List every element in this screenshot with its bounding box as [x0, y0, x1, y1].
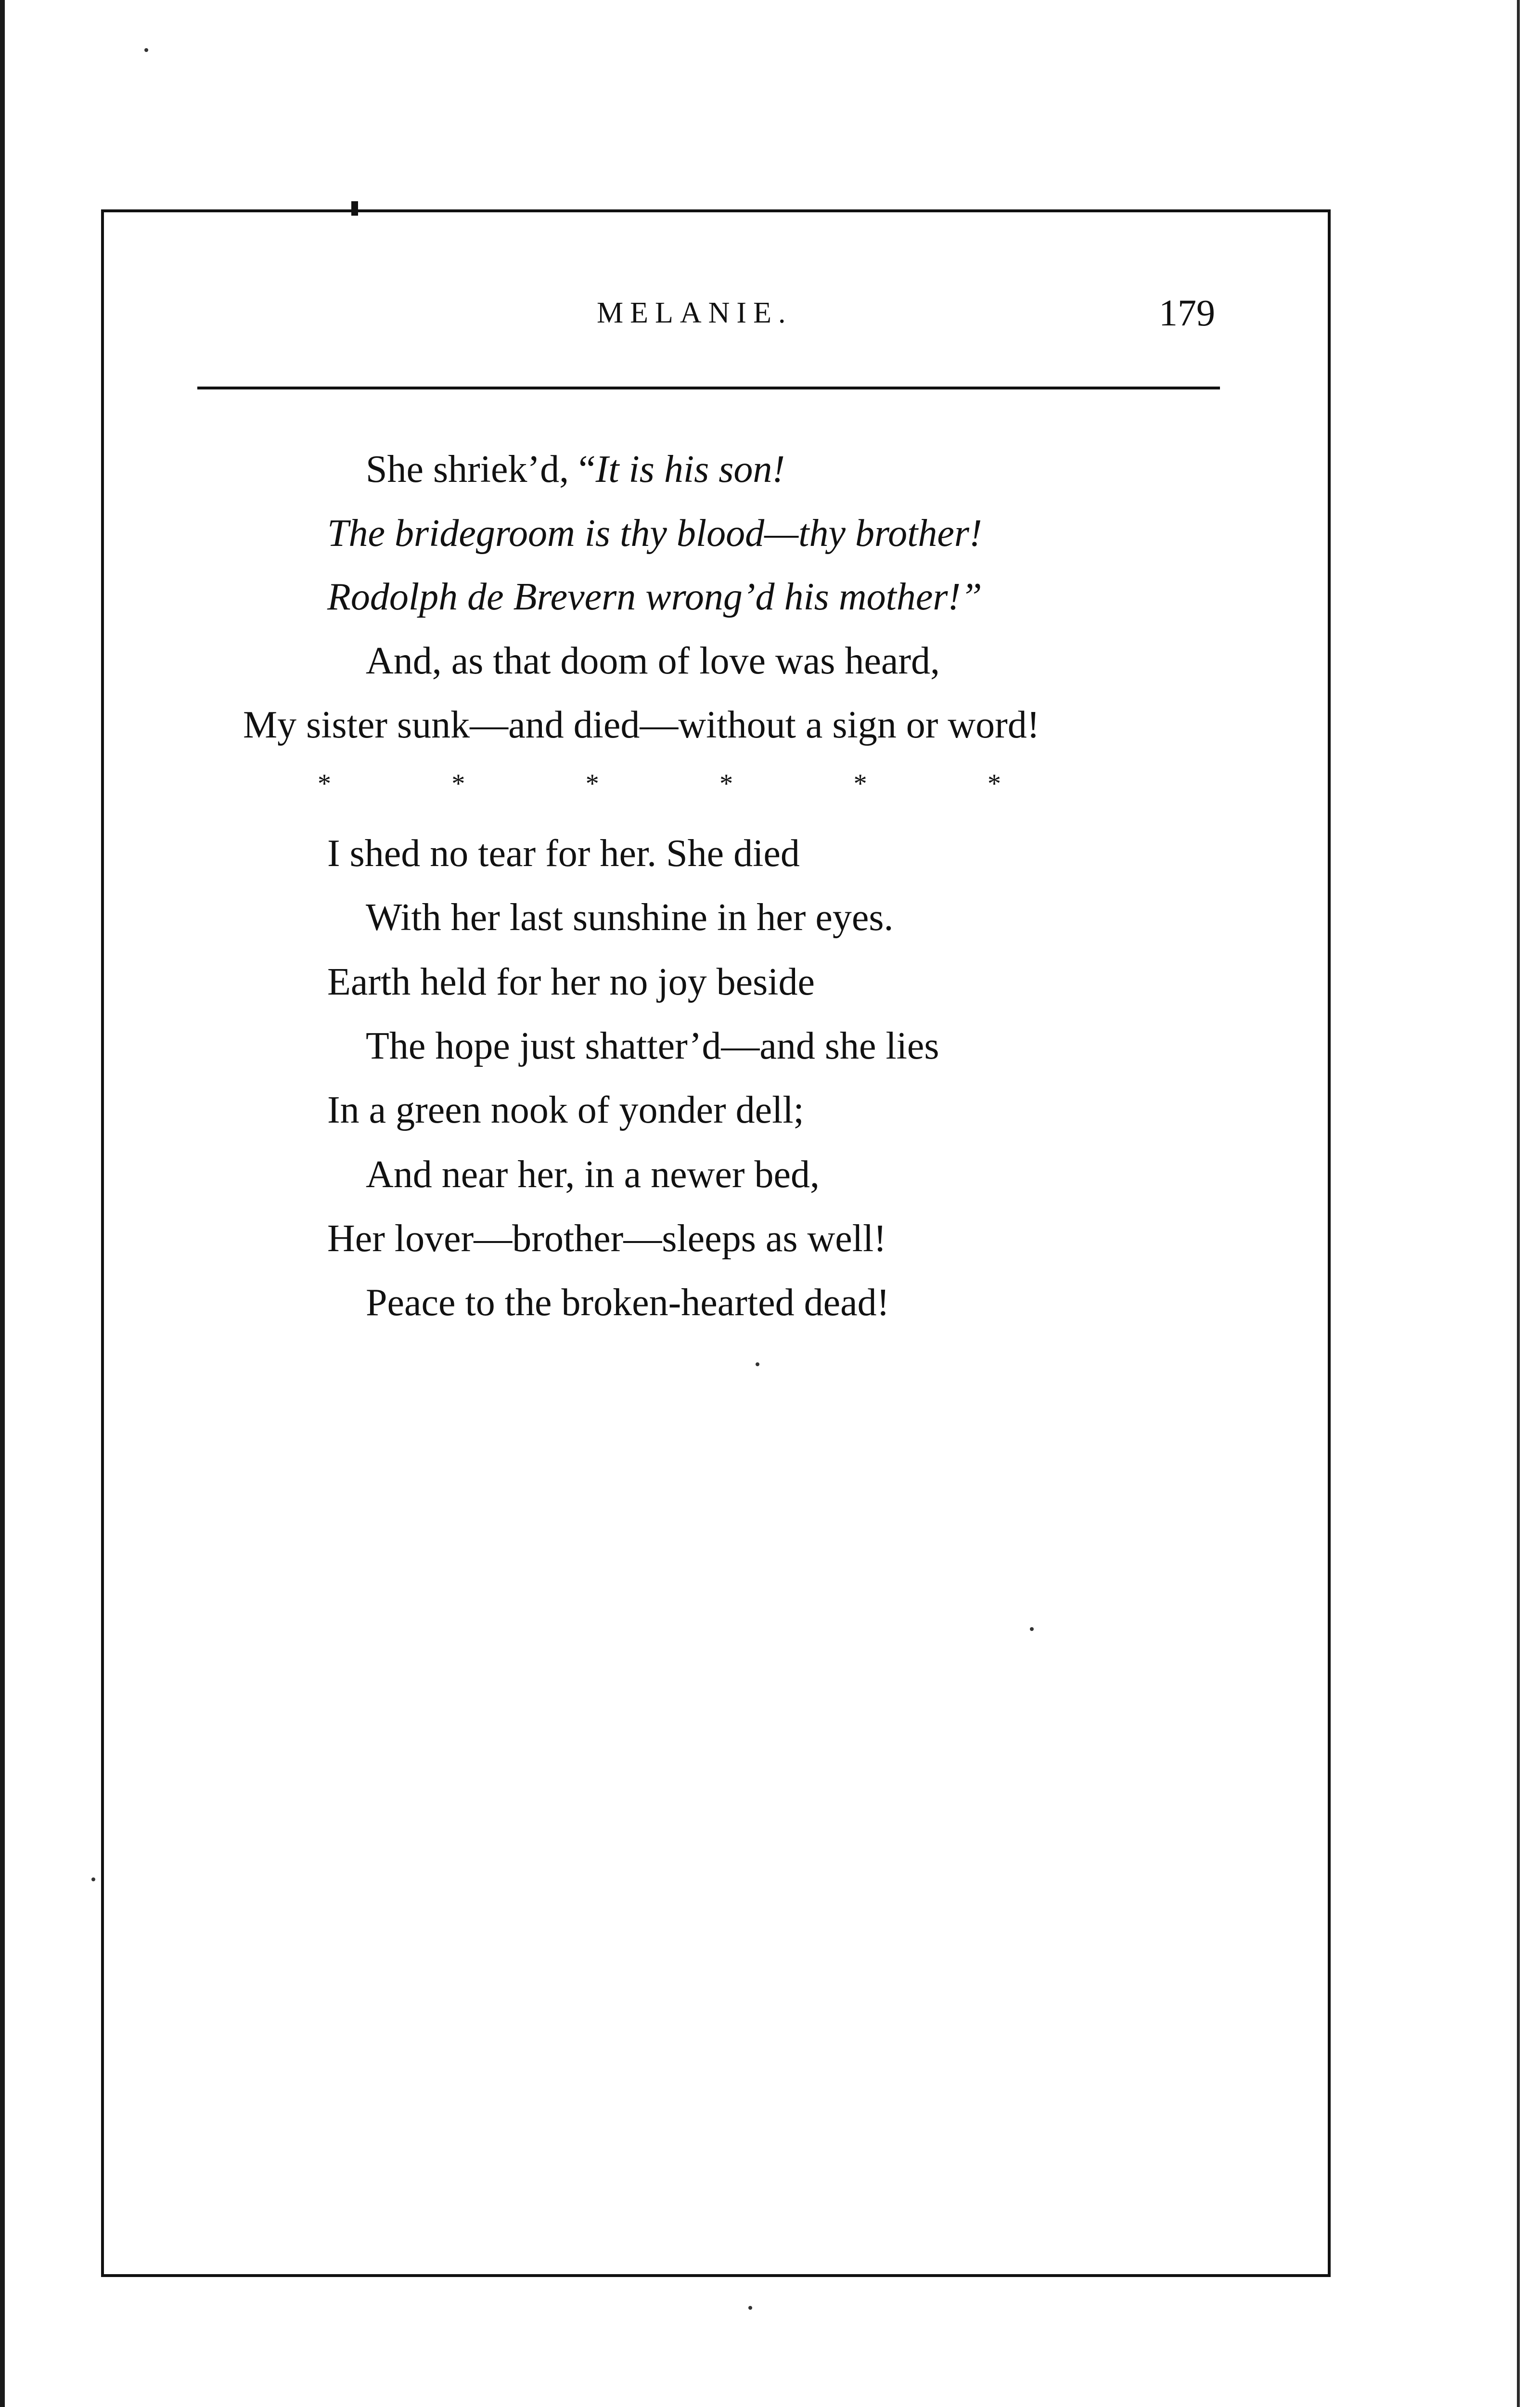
star-2: * [451, 769, 465, 799]
verse-line-4: And, as that doom of love was heard, [366, 640, 940, 682]
star-5: * [853, 769, 867, 799]
scan-speck [144, 48, 148, 52]
stanza-2-line-6: And near her, in a newer bed, [366, 1153, 820, 1196]
stanza-2-line-3: Earth held for her no joy beside [327, 961, 815, 1003]
star-4: * [719, 769, 733, 799]
scan-speck [1030, 1627, 1034, 1631]
scan-edge-right [1517, 0, 1520, 2407]
stanza-2-line-4: The hope just shatter’d—and she lies [366, 1025, 939, 1067]
page-number: 179 [1159, 292, 1215, 334]
stanza-2-line-7: Her lover—brother—sleeps as well! [327, 1217, 886, 1260]
verse-line-1-roman: She shriek’d, “ [366, 448, 596, 491]
stanza-2-line-8: Peace to the broken-hearted dead! [366, 1281, 890, 1324]
section-break-stars [318, 770, 1001, 797]
scan-speck [756, 1362, 759, 1366]
stanza-2-line-5: In a green nook of yonder dell; [327, 1089, 804, 1131]
verse-line-3: Rodolph de Brevern wrong’d his mother!” [327, 576, 982, 618]
verse-line-2: The bridegroom is thy blood—thy brother! [327, 512, 982, 555]
stanza-2-line-2: With her last sunshine in her eyes. [366, 896, 894, 939]
scan-speck [748, 2306, 752, 2310]
verse-line-1-italic: It is his son! [595, 448, 785, 491]
star-6: * [987, 769, 1001, 799]
frame-mark [351, 201, 358, 216]
star-1: * [318, 769, 331, 799]
scan-edge-left [0, 0, 5, 2407]
scan-speck [91, 1877, 95, 1881]
star-3: * [585, 769, 599, 799]
stanza-2-line-1: I shed no tear for her. She died [327, 832, 800, 875]
verse-line-5: My sister sunk—and died—without a sign or word! [243, 704, 1040, 746]
verse-line-1 [366, 450, 785, 489]
running-title: MELANIE. [597, 297, 793, 329]
header-rule [197, 387, 1220, 389]
